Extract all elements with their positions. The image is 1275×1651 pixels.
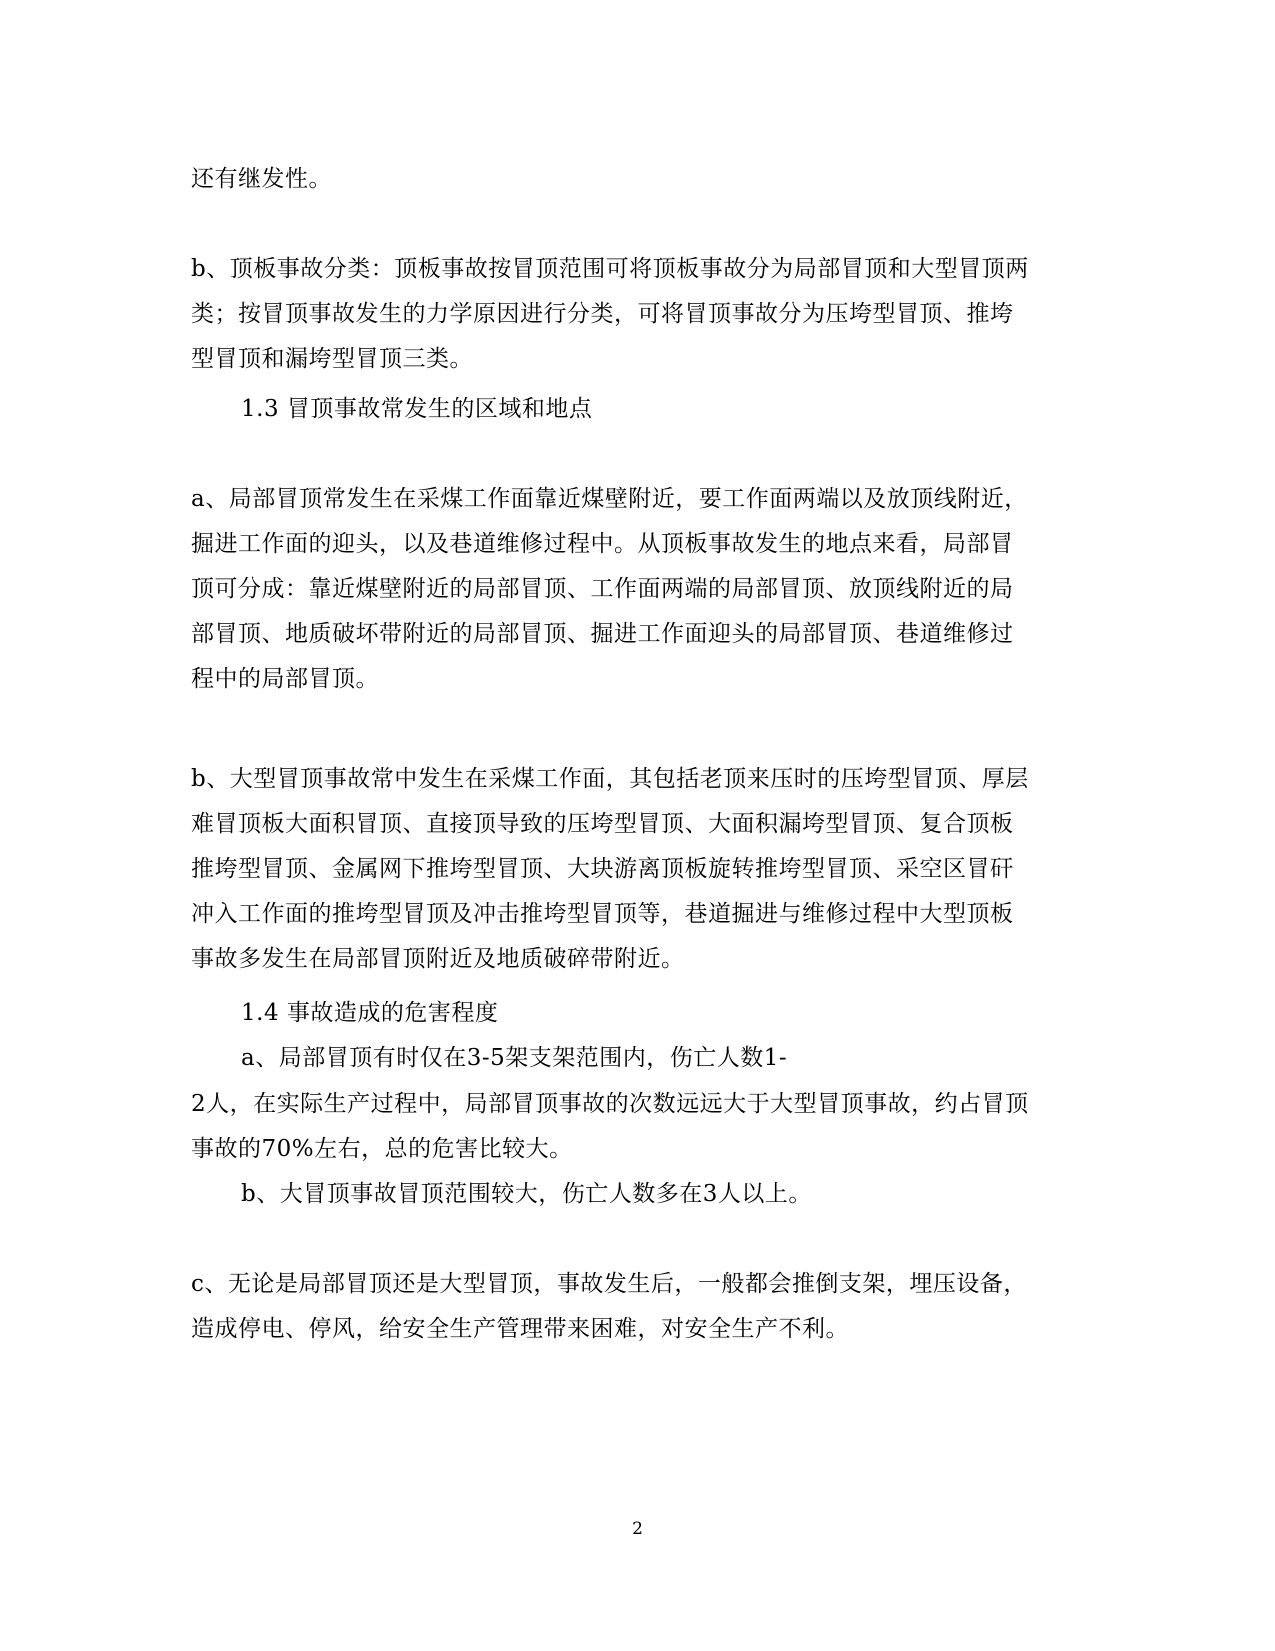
text-line: c、无论是局部冒顶还是大型冒顶，事故发生后，一般都会推倒支架，埋压设备， (191, 1271, 1027, 1297)
text-line: 推垮型冒顶、金属网下推垮型冒顶、大块游离顶板旋转推垮型冒顶、采空区冒矸 (191, 856, 1014, 882)
paragraph-hazard-a-cont (191, 1082, 1091, 1172)
page-number: 2 (632, 1519, 643, 1539)
text-line: a、局部冒顶有时仅在3-5架支架范围内，伤亡人数1- (241, 1045, 788, 1071)
text-line: 部冒顶、地质破坏带附近的局部冒顶、掘进工作面迎头的局部冒顶、巷道维修过 (191, 621, 1014, 647)
text-line: 事故的70%左右，总的危害比较大。 (191, 1136, 573, 1162)
section-heading-1-3 (241, 387, 1141, 432)
text-line: 2人，在实际生产过程中，局部冒顶事故的次数远远大于大型冒顶事故，约占冒顶 (191, 1091, 1029, 1117)
section-heading-1-4 (241, 991, 1141, 1036)
text-line: a、局部冒顶常发生在采煤工作面靠近煤壁附近，要工作面两端以及放顶线附近， (191, 486, 1028, 512)
text-line: 还有继发性。 (191, 166, 332, 192)
text-line: b、大型冒顶事故常中发生在采煤工作面，其包括老顶来压时的压垮型冒顶、厚层 (191, 766, 1029, 792)
text-line: 程中的局部冒顶。 (191, 666, 379, 692)
paragraph-hazard-b (241, 1172, 1141, 1217)
text-line: 难冒顶板大面积冒顶、直接顶导致的压垮型冒顶、大面积漏垮型冒顶、复合顶板 (191, 811, 1014, 837)
text-line: 类；按冒顶事故发生的力学原因进行分类，可将冒顶事故分为压垮型冒顶、推垮 (191, 301, 1014, 327)
text-line: 顶可分成：靠近煤壁附近的局部冒顶、工作面两端的局部冒顶、放顶线附近的局 (191, 576, 1014, 602)
paragraph-local-roof-fall (191, 477, 1091, 702)
text-line: 事故多发生在局部冒顶附近及地质破碎带附近。 (191, 946, 685, 972)
text-line: 型冒顶和漏垮型冒顶三类。 (191, 346, 473, 372)
heading-text: 1.4 事故造成的危害程度 (241, 1000, 499, 1026)
heading-text: 1.3 冒顶事故常发生的区域和地点 (241, 396, 593, 422)
text-line: 冲入工作面的推垮型冒顶及冲击推垮型冒顶等，巷道掘进与维修过程中大型顶板 (191, 901, 1014, 927)
paragraph-roof-accident-classification (191, 247, 1091, 382)
text-line: 造成停电、停风，给安全生产管理带来困难，对安全生产不利。 (191, 1316, 849, 1342)
paragraph-hazard-c (191, 1262, 1091, 1352)
text-line: 掘进工作面的迎头，以及巷道维修过程中。从顶板事故发生的地点来看，局部冒 (191, 531, 1014, 557)
text-line: b、顶板事故分类：顶板事故按冒顶范围可将顶板事故分为局部冒顶和大型冒顶两 (191, 256, 1029, 282)
paragraph-continuation (191, 157, 1091, 202)
paragraph-large-roof-fall (191, 757, 1091, 982)
paragraph-hazard-a-start (241, 1036, 1141, 1081)
text-line: b、大冒顶事故冒顶范围较大，伤亡人数多在3人以上。 (241, 1181, 812, 1207)
